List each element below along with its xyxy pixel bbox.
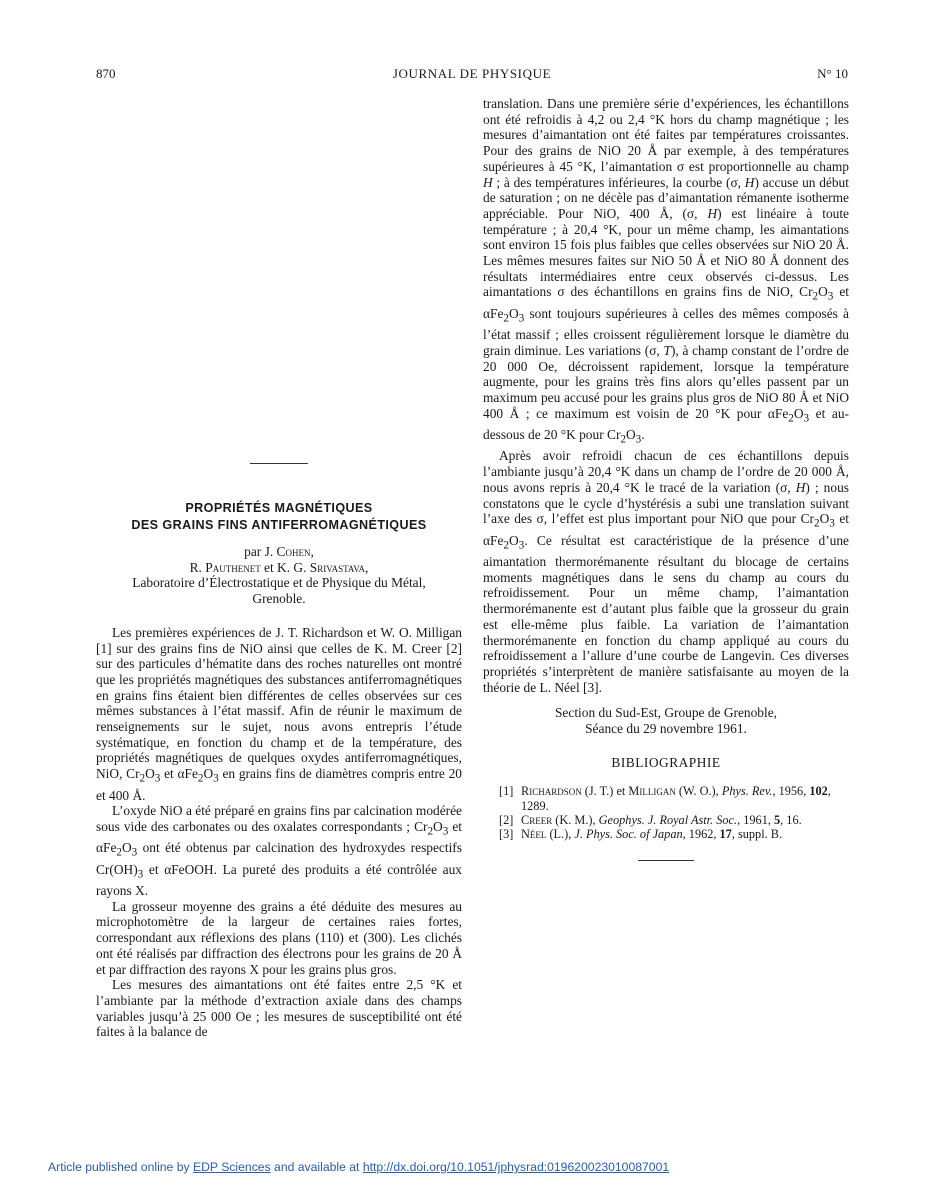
article-title: PROPRIÉTÉS MAGNÉTIQUES DES GRAINS FINS ANTIFERROMAGNÉTIQUES — [131, 501, 427, 532]
author-srivastava: Srivastava — [309, 559, 366, 575]
paragraph: L’oxyde NiO a été préparé en grains fins par calcination modérée sous vide des carbonates ou des oxalates correspondants ; $Cr_2O_3$ et $\alpha Fe_2O_3$ ont été obtenus par calcination des hydroxydes respectifs $Cr(OH)_3$ et αFeOOH. La pureté des produits a été contrôlée aux rayons X. — [96, 803, 462, 899]
paragraph: Après avoir refroidi chacun de ces échantillons depuis l’ambiante jusqu’à 20,4 °K dans un champ de l’ordre de 20 000 Å, nous avons repris à 20,4 °K le tracé de la variation (σ, H) ; nous constatons que le cycle d’hystérésis a subi une translation suivant l’axe des σ, l’effet est plus important pour NiO que pour $Cr_2O_3$ et $\alpha Fe_2O_3$. Ce résultat est caractéristique de la présence d’une aimantation thermorémanente résultant du blocage de certains moments magnétiques dans le sens du champ au cours du refroidissement. Pour un même champ, l’aimantation thermorémanente est d’autant plus faible que la grosseur du grain est elle-même plus faible. La variation de l’aimantation thermorémanente en fonction du champ appliqué au cours du refroidissement a l’allure d’une courbe de Langevin. Ces diverses propriétés s’interprètent de manière satisfaisante au moyen de la théorie de L. Néel [3]. — [483, 448, 849, 695]
doi-link[interactable]: http://dx.doi.org/10.1051/jphysrad:019620023010087001 — [362, 1160, 670, 1174]
affiliation: Laboratoire d’Électrostatique et de Physique du Métal, Grenoble. — [132, 575, 426, 607]
edp-sciences-link[interactable]: EDP Sciences — [192, 1160, 271, 1174]
publication-footer: Article published online by EDP Sciences and available at http://dx.doi.org/10.1051/jphysrad:019620023010087001 — [48, 1160, 670, 1174]
running-header — [96, 66, 848, 84]
reference-item: [2] Creer (K. M.), Geophys. J. Royal Astr. Soc., 1961, 5, 16. — [499, 813, 802, 828]
section-note: Section du Sud-Est, Groupe de Grenoble, Séance du 29 novembre 1961. — [554, 705, 778, 737]
paragraph: La grosseur moyenne des grains a été déduite des mesures au microphotomètre de la largeur de certaines raies fortes, correspondant aux réflexions des plans (110) et (300). Les clichés ont été réalisés par diffraction des électrons pour les grains de 20 Å et par diffraction des rayons X pour les grains plus gros. — [96, 898, 462, 977]
page-number: 870 — [96, 66, 116, 81]
end-rule — [638, 860, 694, 861]
reference-item: [1] Richardson (J. T.) et Milligan (W. O.), Phys. Rev., 1956, 102, 1289. — [499, 784, 831, 813]
paragraph: Les premières expériences de J. T. Richardson et W. O. Milligan [1] sur des grains fins de NiO ainsi que celles de K. M. Creer [2] sur des particules d’hématite dans des roches naturelles ont montré que les propriétés magnétiques des substances antiferromagnétiques en grains fins étaient bien différentes de celles observées sur ces mêmes substances à l’état massif. Afin de réunir le maximum de renseignements sur le sujet, nous avons entrepris l’étude systématique, en fonction du champ et de la température, des propriétés magnétiques de quelques oxydes antiferromagnétiques, NiO, $Cr_2O_3$ et $\alpha Fe_2O_3$ en grains fins de diamètres compris entre 20 et 400 Å. — [96, 624, 462, 803]
journal-title: JOURNAL DE PHYSIQUE — [392, 66, 552, 81]
issue-number: N° 10 — [817, 66, 848, 81]
separator-rule — [250, 463, 308, 464]
paragraph: translation. Dans une première série d’expériences, les échantillons ont été refroidis à 4,2 ou 2,4 °K hors du champ magnétique ; les mesures d’aimantation ont été faites par températures croissantes. Pour des grains de NiO 20 Å par exemple, à des températures supérieures à 45 °K, l’aimantation σ est proportionnelle au champ H ; à des températures inférieures, la courbe (σ, H) accuse un début de saturation ; on ne décèle pas d’aimantation rémanente isotherme appréciable. Pour NiO, 400 Å, (σ, H) est linéaire à toute température ; à 20,4 °K, pour un même champ, les aimantations sont environ 15 fois plus faibles que celles observées sur NiO 20 Å. Les mêmes mesures faites sur NiO 50 Å et NiO 80 Å donnent des résultats intermédiaires entre ceux observés ci-dessus. Les aimantations σ des échantillons en grains fins de NiO, $Cr_2O_3$ et $\alpha Fe_2O_3$ sont toujours supérieures à celles des mêmes composés à l’état massif ; elles croissent régulièrement lorsque le diamètre du grain diminue. Les variations (σ, T), à champ constant de l’ordre de 20 000 Oe, décroissent rapidement, lorsque la température augmente, pour les grains très fins alors qu’elles passent par un maximum peu accusé pour les grains plus gros de NiO 80 Å et NiO 400 Å ; ce maximum est voisin de 20 °K pour $\alpha Fe_2O_3$ et au-dessous de 20 °K pour $Cr_2O_3$. — [483, 96, 849, 446]
author-list: par J. Cohen, R. Pauthenet et K. G. Srivastava, — [189, 544, 369, 575]
author-cohen: Cohen — [276, 544, 311, 559]
left-column — [96, 463, 462, 1040]
right-column — [483, 96, 849, 861]
author-pauthenet: Pauthenet — [205, 559, 261, 575]
paragraph: Les mesures des aimantations ont été faites entre 2,5 °K et l’ambiante par la méthode d’extraction axiale dans des champs variables jusqu’à 25 000 Oe ; les mesures de susceptibilité ont été faites à la balance de — [96, 977, 462, 1040]
bibliography-heading: BIBLIOGRAPHIE — [611, 754, 721, 770]
reference-item: [3] Néel (L.), J. Phys. Soc. of Japan, 1962, 17, suppl. B. — [499, 827, 783, 842]
